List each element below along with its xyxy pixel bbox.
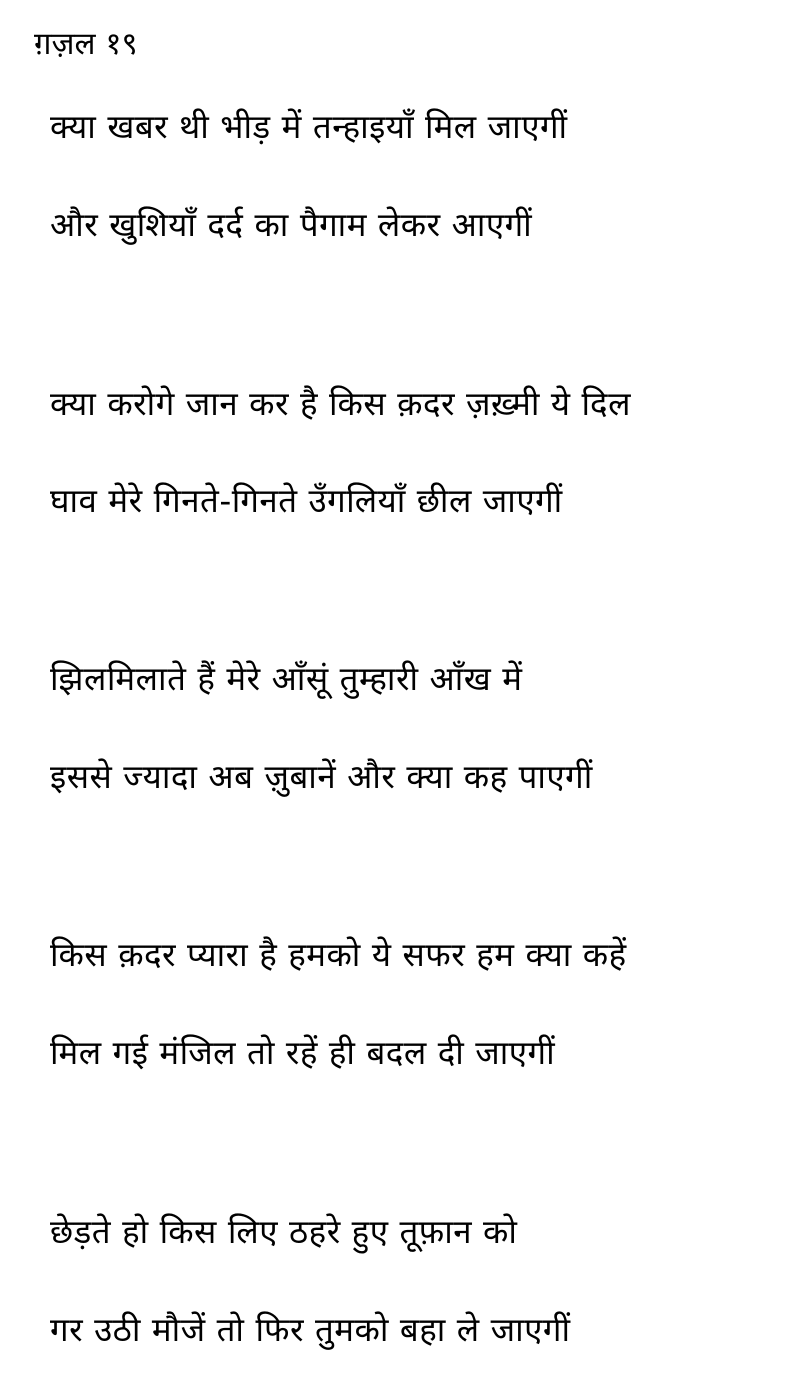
- verse-line: और खुशियाँ दर्द का पैगाम लेकर आएगीं: [50, 205, 533, 244]
- verse-line: झिलमिलाते हैं मेरे आँसूं तुम्हारी आँख में: [50, 659, 523, 698]
- verse-line: क्या खबर थी भीड़ में तन्हाइयाँ मिल जाएगीं: [50, 107, 568, 146]
- verse-line: इससे ज्यादा अब ज़ुबानें और क्या कह पाएगीं: [50, 757, 593, 796]
- verse-line: किस क़दर प्यारा है हमको ये सफर हम क्या कहें: [50, 935, 627, 974]
- page-title: ग़ज़ल १९: [34, 26, 138, 62]
- verse-line: मिल गई मंजिल तो रहें ही बदल दी जाएगीं: [50, 1033, 556, 1072]
- verse-line: गर उठी मौजें तो फिर तुमको बहा ले जाएगीं: [50, 1310, 571, 1349]
- verse-line: क्या करोगे जान कर है किस क़दर ज़ख़्मी ये दिल: [50, 384, 631, 423]
- verse-line: छेड़ते हो किस लिए ठहरे हुए तूफ़ान को: [50, 1212, 518, 1251]
- verse-line: घाव मेरे गिनते-गिनते उँगलियाँ छील जाएगीं: [50, 481, 563, 520]
